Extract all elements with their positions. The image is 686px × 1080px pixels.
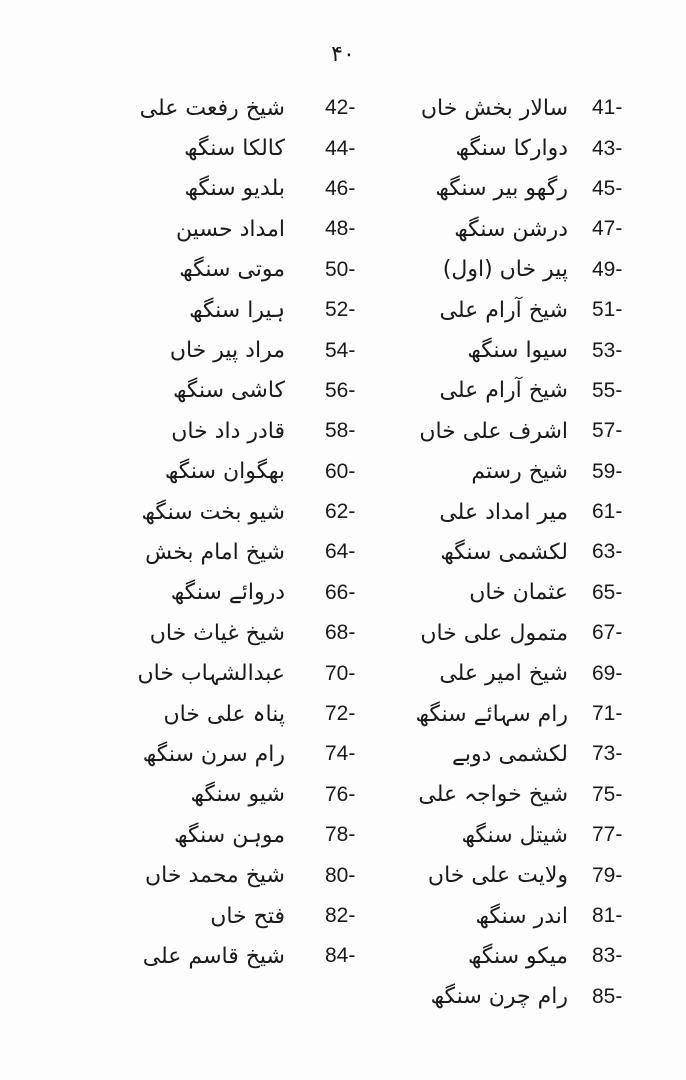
- list-item: [176, 209, 360, 249]
- entry-name: میکو سنگھ: [467, 943, 568, 969]
- entry-name: شیخ آرام علی: [439, 297, 568, 323]
- entry-number: 61-: [592, 500, 623, 524]
- entry-name: عبدالشہاب خاں: [137, 661, 285, 687]
- entry-number: 64-: [325, 540, 356, 564]
- entry-name: کالکا سنگھ: [184, 136, 285, 162]
- entry-name: رام سہائے سنگھ: [415, 701, 568, 727]
- list-item: [435, 169, 630, 209]
- list-item: [139, 88, 360, 128]
- entry-number: 85-: [592, 984, 623, 1008]
- entry-number: 42-: [325, 96, 356, 120]
- entry-number: 58-: [325, 419, 356, 443]
- entry-name: رگھو بیر سنگھ: [435, 176, 568, 202]
- entry-number: 41-: [592, 96, 623, 120]
- left-column: [137, 88, 360, 977]
- entry-name: سالار بخش خاں: [420, 95, 568, 121]
- entry-name: شیخ قاسم علی: [142, 943, 285, 969]
- entry-name: کاشی سنگھ: [172, 378, 285, 404]
- entry-number: 72-: [325, 702, 356, 726]
- entry-number: 59-: [592, 459, 623, 483]
- entry-name: فتح خاں: [210, 903, 285, 929]
- entry-name: شیخ رفعت علی: [139, 95, 285, 121]
- entry-name: متمول علی خاں: [420, 620, 568, 646]
- list-item: [455, 452, 630, 492]
- entry-name: امداد حسین: [176, 216, 285, 242]
- entry-number: 75-: [592, 782, 623, 806]
- entry-number: 67-: [592, 621, 623, 645]
- list-item: [184, 128, 360, 168]
- entry-name: شیخ رستم: [471, 459, 568, 485]
- entry-number: 66-: [325, 580, 356, 604]
- entry-name: شیو بخت سنگھ: [141, 499, 285, 525]
- list-item: [171, 411, 360, 451]
- entry-name: موہن سنگھ: [174, 822, 285, 848]
- list-item: [169, 330, 360, 370]
- entry-name: درشن سنگھ: [454, 216, 568, 242]
- entry-name: اندر سنگھ: [475, 903, 568, 929]
- list-item: [184, 169, 360, 209]
- entry-name: ولایت علی خاں: [427, 863, 568, 889]
- entry-name: مراد پیر خاں: [169, 338, 285, 364]
- entry-number: 83-: [592, 944, 623, 968]
- entry-name: پیر خاں (اول): [442, 257, 568, 283]
- entry-number: 62-: [325, 500, 356, 524]
- entry-name: شیتل سنگھ: [461, 822, 568, 848]
- entry-number: 65-: [592, 580, 623, 604]
- list-item: [455, 936, 630, 976]
- list-item: [439, 290, 630, 330]
- entry-number: 56-: [325, 378, 356, 402]
- entry-name: دوارکا سنگھ: [455, 136, 568, 162]
- entry-name: شیخ خواجہ علی: [418, 782, 568, 808]
- entry-number: 71-: [592, 702, 623, 726]
- entry-name: لکشمی سنگھ: [440, 539, 568, 565]
- list-item: [427, 855, 630, 895]
- entry-number: 68-: [325, 621, 356, 645]
- entry-name: ہیرا سنگھ: [189, 297, 285, 323]
- list-item: [190, 290, 360, 330]
- page-number: ۴۰: [331, 42, 355, 67]
- list-item: [440, 532, 630, 572]
- entry-name: سیوا سنگھ: [467, 338, 568, 364]
- list-item: [455, 896, 630, 936]
- list-item: [420, 613, 630, 653]
- entry-number: 50-: [325, 257, 356, 281]
- entry-number: 78-: [325, 823, 356, 847]
- entry-name: دروائے سنگھ: [170, 580, 285, 606]
- list-item: [455, 573, 630, 613]
- list-item: [174, 815, 360, 855]
- entry-name: شیو سنگھ: [190, 782, 285, 808]
- entry-name: شیخ امیر علی: [439, 661, 568, 687]
- entry-name: شیخ محمد خاں: [145, 863, 285, 889]
- entry-name: شیخ آرام علی: [439, 378, 568, 404]
- entry-name: بھگوان سنگھ: [164, 459, 285, 485]
- list-item: [141, 492, 360, 532]
- list-item: [179, 250, 360, 290]
- list-item: [145, 855, 360, 895]
- list-item: [415, 694, 630, 734]
- list-item: [455, 128, 630, 168]
- entry-number: 79-: [592, 863, 623, 887]
- list-item: [430, 977, 630, 1017]
- entry-number: 74-: [325, 742, 356, 766]
- entry-number: 47-: [592, 217, 623, 241]
- list-item: [439, 653, 630, 693]
- entry-name: رام چرن سنگھ: [430, 984, 568, 1010]
- entry-name: موتی سنگھ: [179, 257, 285, 283]
- entry-number: 80-: [325, 863, 356, 887]
- entry-number: 43-: [592, 136, 623, 160]
- list-item: [145, 532, 360, 572]
- list-item: [418, 775, 630, 815]
- entry-name: میر امداد علی: [439, 499, 568, 525]
- entry-number: 81-: [592, 904, 623, 927]
- entry-number: 73-: [592, 742, 623, 766]
- list-item: [455, 330, 630, 370]
- list-item: [170, 573, 360, 613]
- entry-number: 70-: [325, 661, 356, 685]
- entry-number: 69-: [592, 661, 623, 685]
- entry-number: 52-: [325, 298, 356, 322]
- list-item: [419, 411, 630, 451]
- list-item: [452, 734, 630, 774]
- list-item: [439, 492, 630, 532]
- list-item: [442, 250, 630, 290]
- entry-number: 82-: [325, 904, 356, 927]
- entry-name: عثمان خاں: [469, 580, 568, 606]
- entry-number: 45-: [592, 176, 623, 200]
- entry-number: 77-: [592, 823, 623, 847]
- entry-number: 57-: [592, 419, 623, 443]
- entry-number: 49-: [592, 257, 623, 281]
- list-item: [172, 371, 360, 411]
- list-item: [142, 936, 360, 976]
- list-item: [137, 653, 360, 693]
- entry-number: 46-: [325, 176, 356, 200]
- entry-number: 76-: [325, 782, 356, 806]
- entry-name: اشرف علی خاں: [419, 418, 568, 444]
- entry-name: رام سرن سنگھ: [142, 741, 285, 767]
- entry-number: 44-: [325, 136, 356, 160]
- list-item: [455, 209, 630, 249]
- list-item: [163, 694, 360, 734]
- list-item: [190, 896, 360, 936]
- right-column: [415, 88, 630, 1017]
- entry-number: 60-: [325, 459, 356, 483]
- entry-name: شیخ امام بخش: [145, 539, 285, 565]
- list-item: [420, 88, 630, 128]
- list-item: [439, 371, 630, 411]
- list-item: [455, 815, 630, 855]
- entry-number: 55-: [592, 378, 623, 402]
- entry-number: 84-: [325, 944, 356, 968]
- entry-name: شیخ غیاث خاں: [149, 620, 285, 646]
- entry-name: پناہ علی خاں: [163, 701, 285, 727]
- entry-number: 48-: [325, 217, 356, 241]
- list-item: [149, 613, 360, 653]
- list-item: [190, 775, 360, 815]
- list-item: [164, 452, 360, 492]
- entry-number: 63-: [592, 540, 623, 564]
- entry-number: 51-: [592, 298, 623, 322]
- entry-number: 54-: [325, 338, 356, 362]
- entry-name: لکشمی دوبے: [452, 741, 568, 767]
- entry-name: قادر داد خاں: [171, 418, 285, 444]
- entry-name: بلدیو سنگھ: [184, 176, 285, 202]
- list-item: [142, 734, 360, 774]
- entry-number: 53-: [592, 338, 623, 362]
